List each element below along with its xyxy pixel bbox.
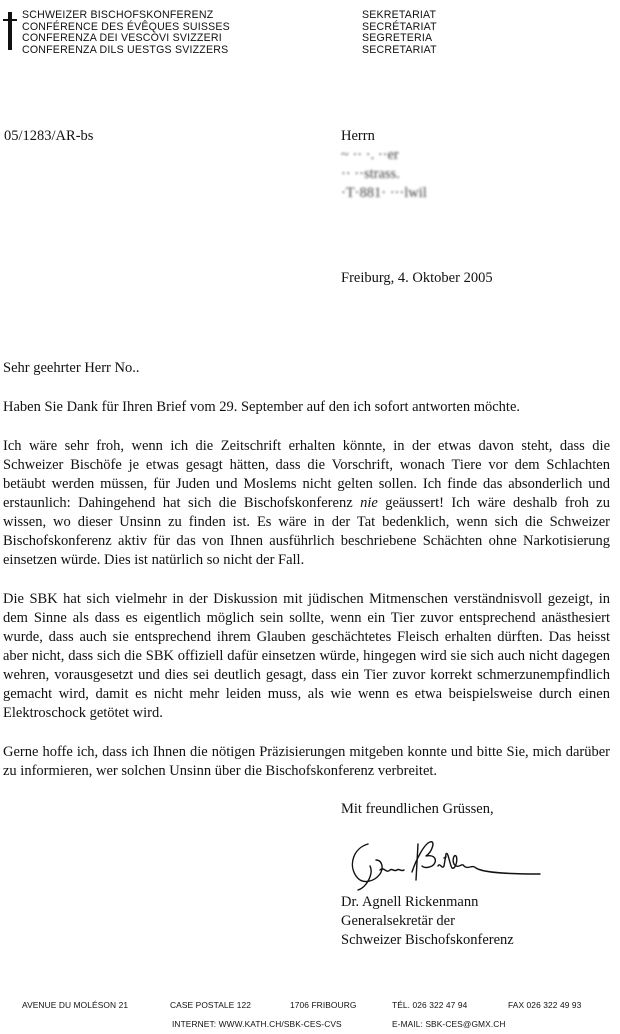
letterhead-line: CONFERENZA DEI VESCOVI SVIZZERI [22, 32, 222, 45]
signer-organization: Schweizer Bischofskonferenz [341, 932, 514, 948]
cross-logo-icon [3, 12, 17, 50]
signer-block [341, 893, 514, 950]
footer-postbox: CASE POSTALE 122 [170, 1000, 252, 1010]
handwritten-signature-icon [340, 830, 555, 896]
footer-email: E-MAIL: SBK-CES@GMX.CH [392, 1019, 506, 1029]
letterhead-line: CONFÉRENCE DES ÉVÊQUES SUISSES [22, 20, 230, 33]
recipient-address [341, 127, 427, 203]
letterhead-line: SECRETARIAT [362, 43, 437, 56]
paragraph-1: Haben Sie Dank für Ihren Brief vom 29. September auf den ich sofort antworten möchte. [3, 399, 521, 415]
paragraph-4: Gerne hoffe ich, dass ich Ihnen die nötigen Präzisierungen mitgeben konnte und bitte Sie, mich darüber zu informieren, wer solchen Unsinn über die Bischofskonferenz verbreitet. [3, 744, 610, 779]
closing-phrase: Mit freundlichen Grüssen, [341, 801, 494, 817]
letterhead-line: CONFERENZA DILS UESTGS SVIZZERS [22, 43, 229, 56]
letterhead-line: SEKRETARIAT [362, 9, 437, 21]
letterhead-line: SCHWEIZER BISCHOFSKONFERENZ [22, 9, 214, 21]
greeting: Sehr geehrter Herr No.. [3, 360, 140, 376]
paragraph-2-part-a: Ich wäre sehr froh, wenn ich die Zeitschrift erhalten könnte, in der etwas davon steht, dass die Schweizer Bischöfe je etwas gesagt hätten, dass die Vorschrift, wonach Tiere vor dem Schlachten betäubt werden müssen, für Juden und Moslems nicht gelten sollen. Ich finde das absonderlich und erstaunlich: Dahingehend hat sich die Bischofskonferenz [3, 438, 610, 511]
footer-city: 1706 FRIBOURG [290, 1000, 357, 1010]
letterhead-line: SECRÉTARIAT [362, 20, 437, 33]
paragraph-2 [3, 437, 610, 570]
letter-body [3, 359, 610, 801]
recipient-name-redacted: ~ ·· ·. ··er [341, 147, 399, 163]
recipient-street-redacted: ·· ··strass. [341, 166, 400, 182]
signer-name: Dr. Agnell Rickenmann [341, 894, 479, 910]
recipient-salutation: Herrn [341, 128, 375, 144]
recipient-city-redacted: ·T·881· ···lwil [341, 185, 427, 201]
paragraph-3: Die SBK hat sich vielmehr in der Diskussion mit jüdischen Mitmenschen verständnisvoll gezeigt, in dem Sinne als dass es eigentlich möglich sein sollte, wenn ein Tier zuvor entsprechend anästhesiert wurde, dass auch sie entsprechend ihrem Glauben geschächtetes Fleisch erhalten dürften. Das heisst aber nicht, dass sich die SBK offiziell dafür einsetzen würde, hingegen wird sie sich auch nicht dagegen wehren, vorausgesetzt und dies sei deutlich gesagt, dass ein Tier zuvor korrekt schmerzunempfindlich gemacht wird, damit es nicht mehr leiden muss, als wie wenn es etwa beispielsweise durch einen Elektroschock getötet wird. [3, 591, 610, 721]
footer-internet: INTERNET: WWW.KATH.CH/SBK-CES-CVS [172, 1019, 342, 1029]
footer-address: AVENUE DU MOLÉSON 21 [22, 1000, 129, 1010]
letterhead-organization [22, 10, 230, 56]
paragraph-2-emphasis: nie [360, 495, 378, 511]
footer-phone: TÉL. 026 322 47 94 [392, 1000, 468, 1010]
footer-fax: FAX 026 322 49 93 [508, 1000, 582, 1010]
letterhead-line: SEGRETERIA [362, 32, 433, 45]
letter-date: Freiburg, 4. Oktober 2005 [341, 270, 493, 286]
letterhead-secretariat [362, 10, 437, 56]
reference-number: 05/1283/AR-bs [4, 128, 94, 144]
signer-title: Generalsekretär der [341, 913, 455, 929]
paragraph-2-part-b: geäussert! Ich wäre deshalb froh zu wissen, wo dieser Unsinn zu finden ist. Es wäre in der Tat bedenklich, wenn sich die Schweizer Bischofskonferenz aktiv für das von Ihnen ausführlich beschriebene Schächten ohne Narkotisierung einsetzen würde. Dies ist natürlich so nicht der Fall. [3, 495, 610, 568]
